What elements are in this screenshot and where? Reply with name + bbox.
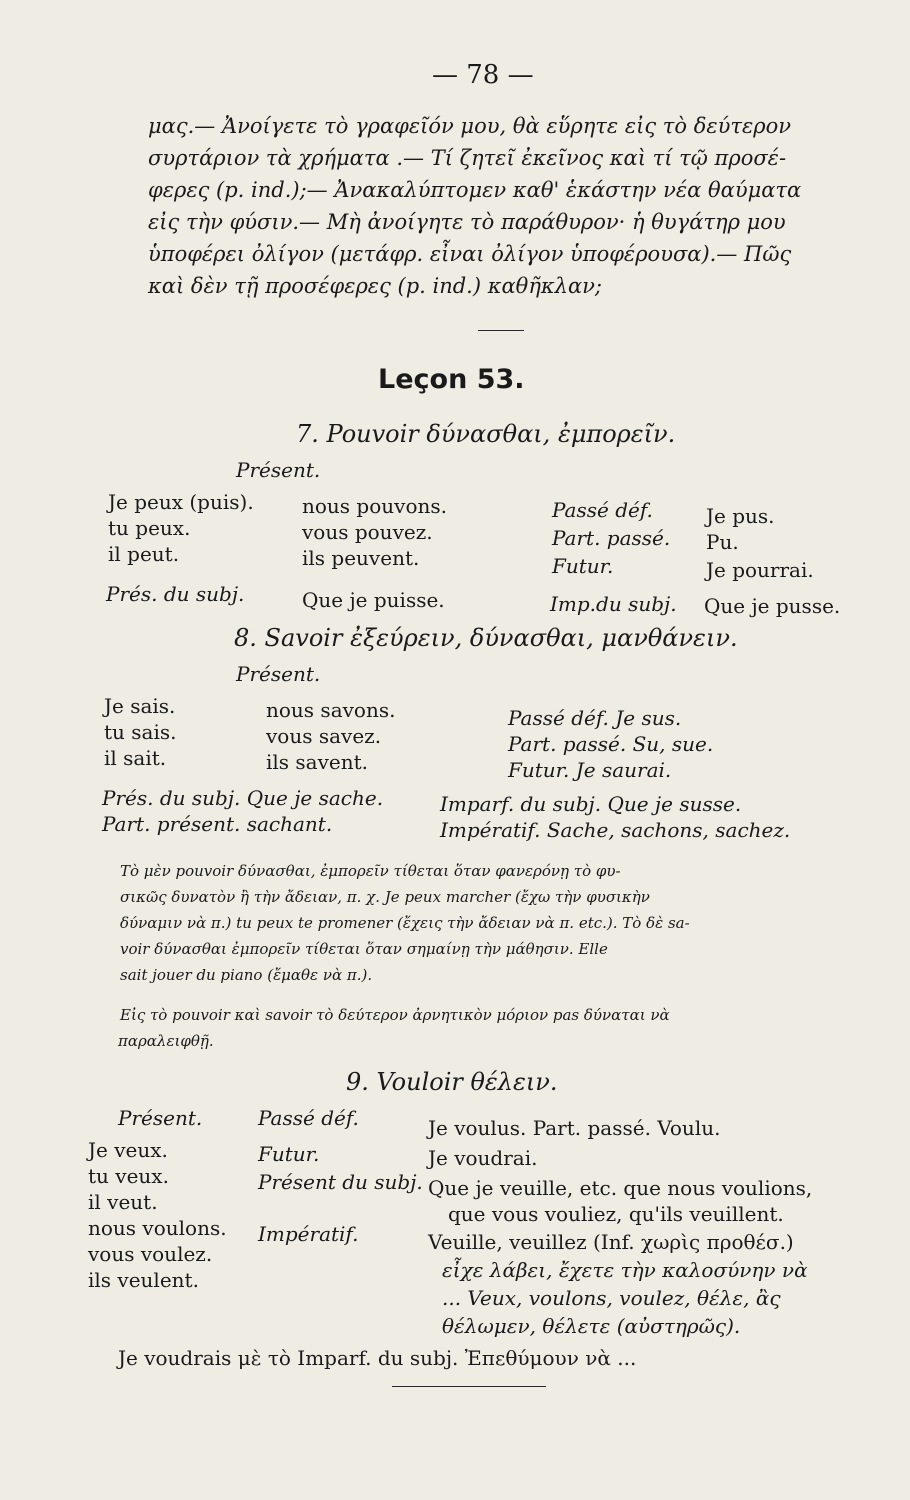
form-line: ... Veux, voulons, voulez, θέλε, ἂς [442,1286,781,1310]
savoir-title: 8. Savoir ἐξεύρειν, δύνασθαι, μανθάνειν. [234,624,738,652]
singular-form: Je peux (puis). [108,490,254,514]
form-value: Je pus. [706,504,775,528]
paragraph-line: συρτάριον τὰ χρήματα .— Τί ζητεῖ ἐκεῖνος καὶ τί τῷ προσέ- [148,146,787,170]
paragraph-line: ὑποφέρει ὀλίγον (μετάφρ. εἶναι ὀλίγον ὑποφέρουσα).— Πῶς [148,242,792,266]
note-line: voir δύνασθαι ἐμπορεῖν τίθεται ὅταν σημαίνῃ τὴν μάθησιν. Elle [120,940,608,958]
singular-form: tu sais. [104,720,177,744]
note-line: Εἰς τὸ pouvoir καὶ savoir τὸ δεύτερον ἀρνητικὸν μόριον pas δύναται νὰ [120,1006,670,1024]
imperatif-line: Impératif. Sache, sachons, sachez. [440,818,791,842]
form-line: Futur. Je saurai. [508,758,672,782]
paragraph-line: καὶ δὲν τῇ προσέφερες (p. ind.) καθῆκλαν; [148,274,603,298]
form-label: Passé déf. [258,1106,359,1130]
final-line: Je voudrais μὲ τὸ Imparf. du subj. Ἐπεθύμουν νὰ ... [118,1346,637,1370]
form-line: que vous vouliez, qu'ils veuillent. [448,1202,784,1226]
pres-subj-line: Prés. du subj. Que je sache. [102,786,384,810]
form-value: Je pourrai. [706,558,814,582]
plural-form: ils peuvent. [302,546,420,570]
note-line: σικῶς δυνατὸν ἢ τὴν ἄδειαν, π. χ. Je peux marcher (ἔχω τὴν φυσικὴν [120,888,650,906]
page-number: — 78 — [432,60,534,90]
person-form: nous voulons. [88,1216,227,1240]
form-label: Impératif. [258,1222,359,1246]
form-line: Passé déf. Je sus. [508,706,682,730]
plural-form: vous pouvez. [302,520,433,544]
person-form: vous voulez. [88,1242,213,1266]
paragraph-line: φερες (p. ind.);— Ἀνακαλύπτομεν καθ' ἑκάστην νέα θαύματα [148,178,802,202]
lesson-title: Leçon 53. [378,364,525,395]
singular-form: tu peux. [108,516,191,540]
note-line: δύναμιν νὰ π.) tu peux te promener (ἔχεις τὴν ἄδειαν νὰ π. etc.). Τὸ δὲ sa- [120,914,690,932]
singular-form: Je sais. [104,694,176,718]
form-label: Présent du subj. [258,1170,423,1194]
plural-form: nous savons. [266,698,396,722]
part-present-line: Part. présent. sachant. [102,812,333,836]
plural-form: ils savent. [266,750,369,774]
person-form: tu veux. [88,1164,169,1188]
form-line: θέλωμεν, θέλετε (αὐστηρῶς). [442,1314,741,1338]
form-line: εἶχε λάβει, ἔχετε τὴν καλοσύνην νὰ [442,1258,808,1282]
singular-form: il sait. [104,746,167,770]
present-label: Présent. [236,662,321,686]
divider [478,330,524,331]
person-form: Je veux. [88,1138,168,1162]
note-line: Τὸ μὲν pouvoir δύνασθαι, ἐμπορεῖν τίθεται ὅταν φανερόνῃ τὸ φυ- [120,862,621,880]
imp-subj-value: Que je pusse. [704,594,841,618]
form-line: Veuille, veuillez (Inf. χωρὶς προθέσ.) [428,1230,794,1254]
form-line: Que je veuille, etc. que nous voulions, [428,1176,813,1200]
paragraph-line: εἰς τὴν φύσιν.— Μὴ ἀνοίγητε τὸ παράθυρον· ἡ θυγάτηρ μου [148,210,786,234]
note-line: sait jouer du piano (ἔμαθε νὰ π.). [120,966,373,984]
form-line: Part. passé. Su, sue. [508,732,714,756]
pouvoir-title: 7. Pouvoir δύνασθαι, ἐμπορεῖν. [296,420,676,448]
form-label: Futur. [552,554,614,578]
form-value: Pu. [706,530,739,554]
form-line: Je voulus. Part. passé. Voulu. [428,1116,721,1140]
note-line: παραλειφθῇ. [118,1032,214,1050]
person-form: il veut. [88,1190,158,1214]
singular-form: il peut. [108,542,180,566]
bottom-divider [392,1386,546,1387]
form-line: Je voudrai. [428,1146,538,1170]
plural-form: vous savez. [266,724,382,748]
present-label: Présent. [118,1106,203,1130]
pres-subj-value: Que je puisse. [302,588,445,612]
person-form: ils veulent. [88,1268,199,1292]
form-label: Futur. [258,1142,320,1166]
pres-subj-label: Prés. du subj. [106,582,245,606]
plural-form: nous pouvons. [302,494,447,518]
form-label: Part. passé. [552,526,671,550]
vouloir-title: 9. Vouloir θέλειν. [346,1068,558,1096]
imparf-subj-line: Imparf. du subj. Que je susse. [440,792,742,816]
present-label: Présent. [236,458,321,482]
form-label: Passé déf. [552,498,653,522]
paragraph-line: μας.— Ἀνοίγετε τὸ γραφεῖόν μου, θὰ εὕρητε εἰς τὸ δεύτερον [148,114,792,138]
imp-subj-label: Imp.du subj. [550,592,677,616]
